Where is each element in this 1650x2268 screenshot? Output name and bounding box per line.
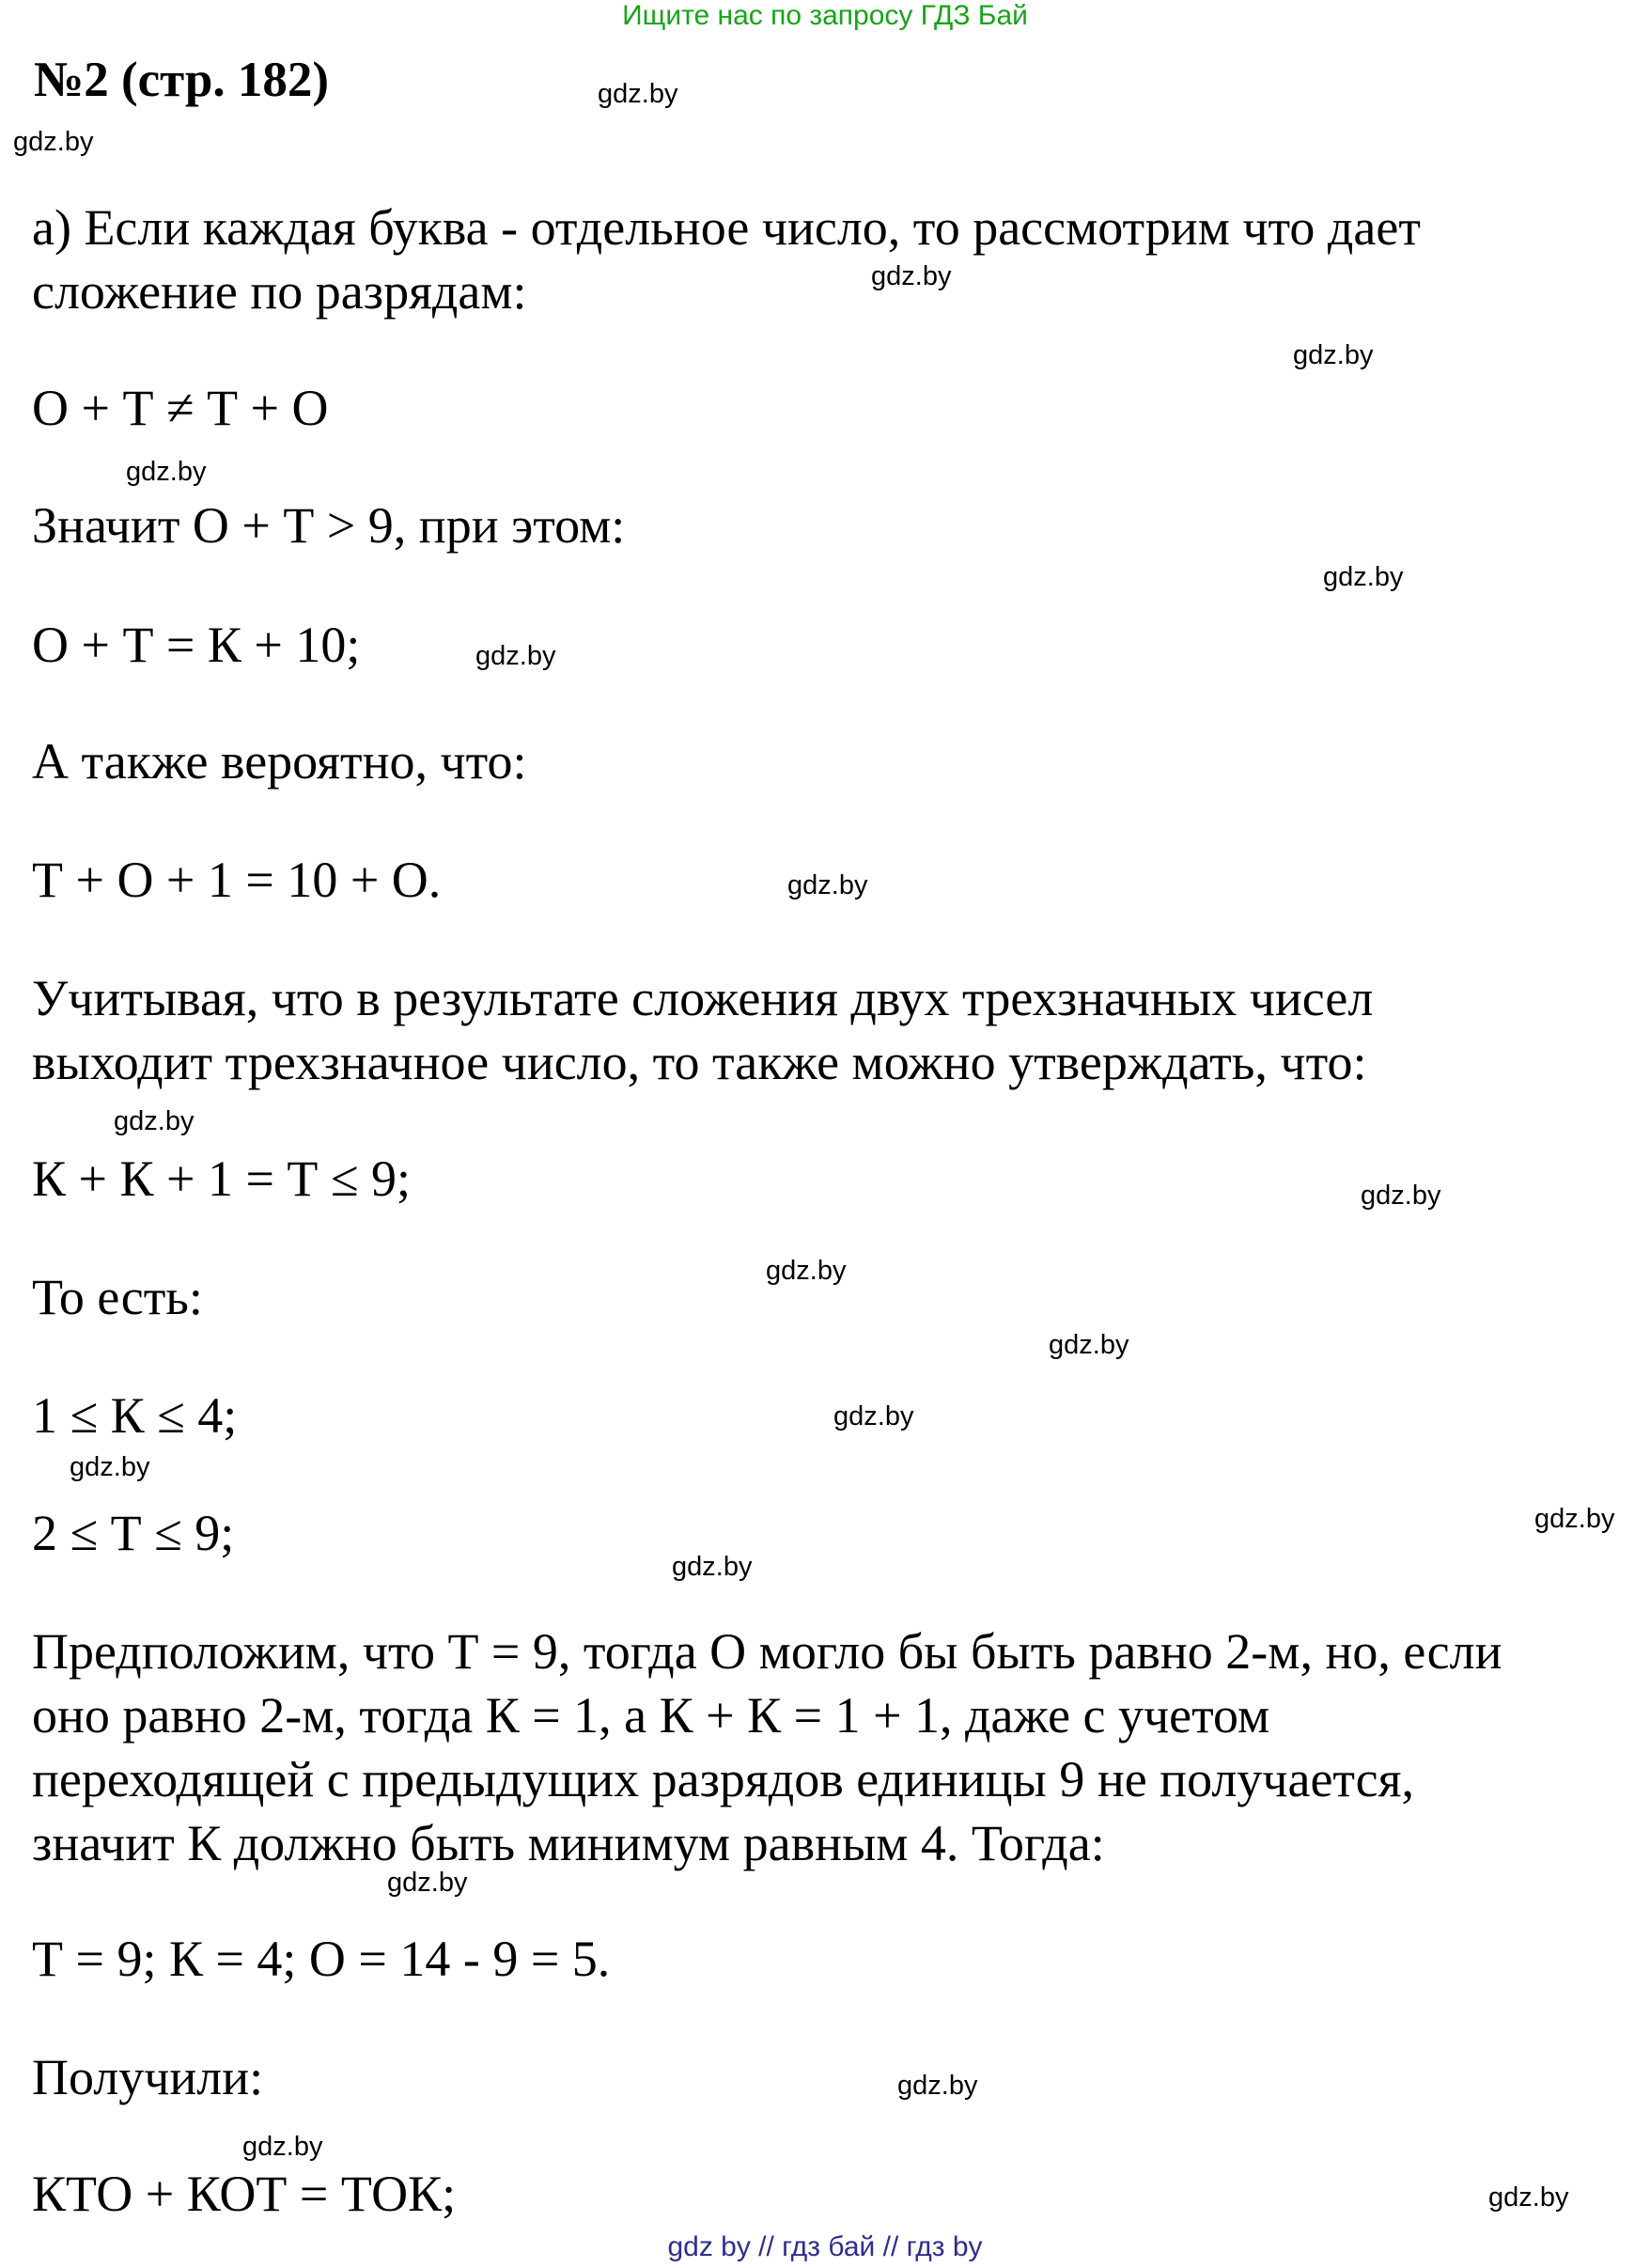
watermark: gdz.by bbox=[787, 870, 868, 900]
watermark: gdz.by bbox=[897, 2071, 978, 2101]
watermark: gdz.by bbox=[114, 1106, 195, 1136]
watermark: gdz.by bbox=[387, 1868, 468, 1898]
watermark: gdz.by bbox=[126, 457, 207, 487]
watermark: gdz.by bbox=[833, 1401, 914, 1431]
site-search-banner: Ищите нас по запросу ГДЗ Бай bbox=[622, 0, 1028, 31]
watermark: gdz.by bbox=[1488, 2182, 1569, 2213]
equation: О + Т = К + 10; bbox=[32, 617, 361, 673]
text-line: сложение по разрядам: bbox=[32, 263, 527, 320]
watermark: gdz.by bbox=[871, 261, 952, 291]
watermark: gdz.by bbox=[1323, 562, 1404, 592]
equation: Т + О + 1 = 10 + О. bbox=[32, 852, 442, 908]
equation: Т = 9; К = 4; О = 14 - 9 = 5. bbox=[32, 1931, 611, 1987]
text-line: Предположим, что Т = 9, тогда О могло бы быть равно 2-м, но, если bbox=[32, 1623, 1502, 1680]
watermark: gdz.by bbox=[70, 1452, 150, 1482]
equation: К + К + 1 = Т ≤ 9; bbox=[32, 1150, 412, 1207]
watermark: gdz.by bbox=[1293, 340, 1374, 370]
watermark: gdz.by bbox=[475, 641, 556, 671]
text-line: Значит О + Т > 9, при этом: bbox=[32, 497, 626, 554]
equation: 1 ≤ К ≤ 4; bbox=[32, 1387, 238, 1444]
watermark: gdz.by bbox=[13, 127, 94, 157]
text-line: То есть: bbox=[32, 1269, 203, 1325]
watermark: gdz.by bbox=[1361, 1181, 1441, 1211]
text-line: выходит трехзначное число, то также можно утверждать, что: bbox=[32, 1034, 1367, 1090]
page-title: №2 (стр. 182) bbox=[34, 53, 329, 107]
text-line: Учитывая, что в результате сложения двух трехзначных чисел bbox=[32, 970, 1374, 1026]
text-line: а) Если каждая буква - отдельное число, то рассмотрим что дает bbox=[32, 199, 1421, 256]
footer-links: gdz by // гдз бай // гдз by bbox=[667, 2231, 983, 2262]
watermark: gdz.by bbox=[1049, 1330, 1129, 1360]
watermark: gdz.by bbox=[672, 1552, 753, 1582]
text-line: переходящей с предыдущих разрядов единицы 9 не получается, bbox=[32, 1751, 1414, 1807]
text-line: Получили: bbox=[32, 2049, 264, 2105]
watermark: gdz.by bbox=[242, 2132, 323, 2162]
equation: О + Т ≠ Т + О bbox=[32, 380, 329, 436]
watermark: gdz.by bbox=[766, 1256, 847, 1286]
equation: КТО + КОТ = ТОК; bbox=[32, 2166, 457, 2222]
text-line: значит К должно быть минимум равным 4. Тогда: bbox=[32, 1815, 1105, 1871]
text-line: А также вероятно, что: bbox=[32, 733, 527, 790]
text-line: оно равно 2-м, тогда К = 1, а К + К = 1 + 1, даже с учетом bbox=[32, 1687, 1270, 1744]
watermark: gdz.by bbox=[598, 79, 678, 109]
equation: 2 ≤ Т ≤ 9; bbox=[32, 1505, 235, 1561]
watermark: gdz.by bbox=[1534, 1504, 1615, 1534]
